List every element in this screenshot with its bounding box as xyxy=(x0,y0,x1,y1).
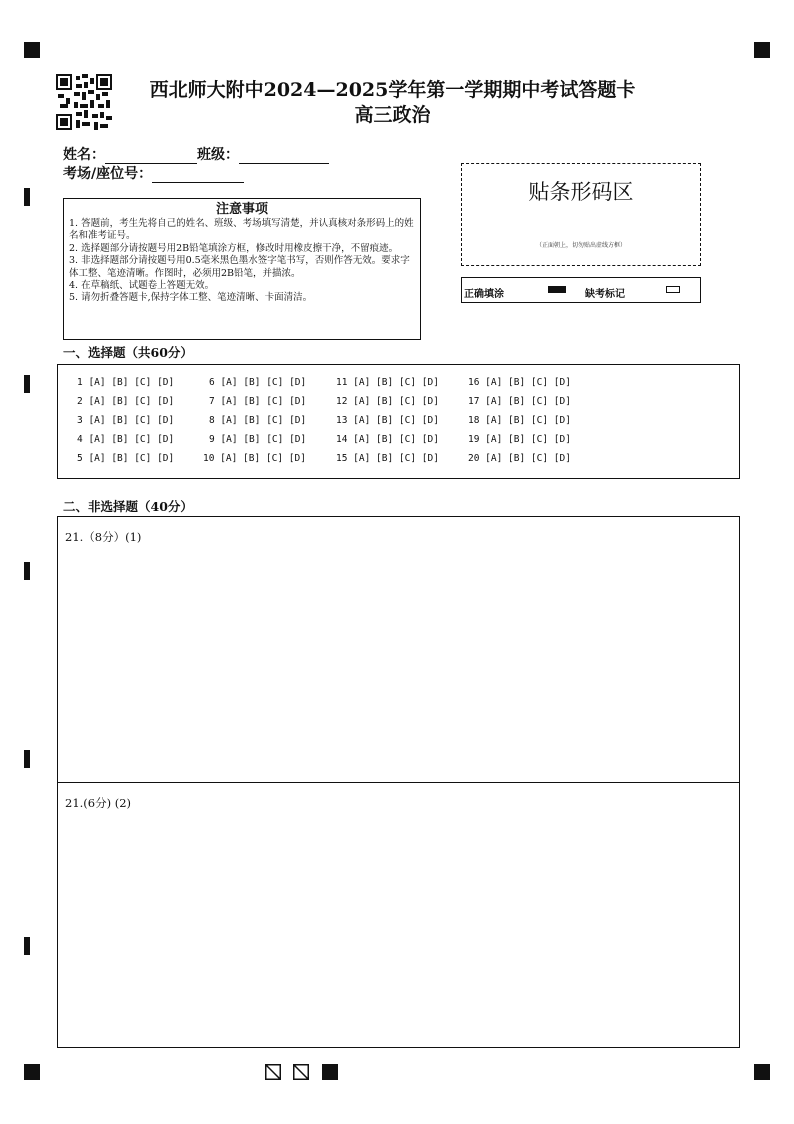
timing-mark xyxy=(24,562,30,580)
choice-row-16[interactable]: 16 [A] [B] [C] [D] xyxy=(468,377,571,388)
absent-checkbox[interactable] xyxy=(666,286,680,293)
notice-title: 注意事项 xyxy=(215,202,268,217)
filled-box-icon xyxy=(548,286,566,293)
timing-mark xyxy=(24,937,30,955)
barcode-area-hint: （正面朝上，切勿贴出虚线方框） xyxy=(535,242,626,249)
choice-row-11[interactable]: 11 [A] [B] [C] [D] xyxy=(336,377,439,388)
timing-mark xyxy=(24,188,30,206)
room-seat-label: 考场/座位号： xyxy=(63,166,153,182)
choice-row-6[interactable]: 6 [A] [B] [C] [D] xyxy=(209,377,307,388)
choice-row-18[interactable]: 18 [A] [B] [C] [D] xyxy=(468,415,571,426)
section-title-choice: 一、选择题（共60分） xyxy=(63,345,193,360)
page-id-slash-icon xyxy=(293,1064,309,1080)
barcode-area-label: 贴条形码区 xyxy=(528,180,634,204)
registration-mark-bottom-left xyxy=(24,1064,40,1080)
choice-row-10[interactable]: 10 [A] [B] [C] [D] xyxy=(203,453,306,464)
answer-box-21-2[interactable] xyxy=(57,782,740,1048)
absent-mark-label: 缺考标记 xyxy=(585,289,625,300)
registration-mark-bottom-right xyxy=(754,1064,770,1080)
notice-item: 5. 请勿折叠答题卡,保持字体工整、笔迹清晰、卡面清洁。 xyxy=(69,292,313,304)
choice-row-9[interactable]: 9 [A] [B] [C] [D] xyxy=(209,434,307,445)
choice-row-13[interactable]: 13 [A] [B] [C] [D] xyxy=(336,415,439,426)
question-label: 21.(6分) (2) xyxy=(65,796,132,810)
room-seat-line[interactable] xyxy=(152,168,244,183)
page-title: 西北师大附中2024—2025学年第一学期期中考试答题卡 xyxy=(149,79,636,101)
choice-answer-grid xyxy=(57,364,740,479)
fill-legend xyxy=(461,277,701,303)
choice-row-5[interactable]: 5 [A] [B] [C] [D] xyxy=(77,453,175,464)
room-seat-field xyxy=(63,165,244,183)
registration-mark-top-left xyxy=(24,42,40,58)
timing-mark xyxy=(24,750,30,768)
name-field xyxy=(63,146,329,164)
choice-row-14[interactable]: 14 [A] [B] [C] [D] xyxy=(336,434,439,445)
barcode-area xyxy=(461,163,701,266)
answer-box-21-1[interactable] xyxy=(57,516,740,783)
question-label: 21.（8分）(1) xyxy=(65,530,142,544)
choice-row-12[interactable]: 12 [A] [B] [C] [D] xyxy=(336,396,439,407)
choice-row-8[interactable]: 8 [A] [B] [C] [D] xyxy=(209,415,307,426)
choice-row-20[interactable]: 20 [A] [B] [C] [D] xyxy=(468,453,571,464)
notice-item: 3. 非选择题部分请按题号用0.5毫米黑色墨水签字笔书写，否则作答无效。要求字体工整、笔迹清晰。作图时，必须用2B铅笔，并描浓。 xyxy=(69,255,410,279)
choice-row-4[interactable]: 4 [A] [B] [C] [D] xyxy=(77,434,175,445)
name-label: 姓名： xyxy=(63,147,105,163)
name-line[interactable] xyxy=(105,149,197,164)
class-label: 班级： xyxy=(197,147,239,163)
registration-mark-top-right xyxy=(754,42,770,58)
notice-box xyxy=(63,198,421,340)
choice-row-3[interactable]: 3 [A] [B] [C] [D] xyxy=(77,415,175,426)
choice-row-19[interactable]: 19 [A] [B] [C] [D] xyxy=(468,434,571,445)
choice-row-15[interactable]: 15 [A] [B] [C] [D] xyxy=(336,453,439,464)
timing-mark xyxy=(24,375,30,393)
page-subtitle: 高三政治 xyxy=(354,104,431,126)
page-id-filled-icon xyxy=(322,1064,338,1080)
notice-item: 2. 选择题部分请按题号用2B铅笔填涂方框，修改时用橡皮擦干净，不留痕迹。 xyxy=(69,242,399,254)
notice-item: 4. 在草稿纸、试题卷上答题无效。 xyxy=(69,280,215,292)
choice-row-2[interactable]: 2 [A] [B] [C] [D] xyxy=(77,396,175,407)
choice-row-17[interactable]: 17 [A] [B] [C] [D] xyxy=(468,396,571,407)
choice-row-1[interactable]: 1 [A] [B] [C] [D] xyxy=(77,377,175,388)
choice-row-7[interactable]: 7 [A] [B] [C] [D] xyxy=(209,396,307,407)
section-title-free-response: 二、非选择题（40分） xyxy=(63,499,193,514)
qr-code-icon xyxy=(56,74,112,130)
notice-item: 1. 答题前，考生先将自己的姓名、班级、考场填写清楚，并认真核对条形码上的姓名和准考证号。 xyxy=(69,218,414,242)
correct-fill-label: 正确填涂 xyxy=(464,289,504,300)
page-id-slash-icon xyxy=(265,1064,281,1080)
class-line[interactable] xyxy=(239,149,329,164)
